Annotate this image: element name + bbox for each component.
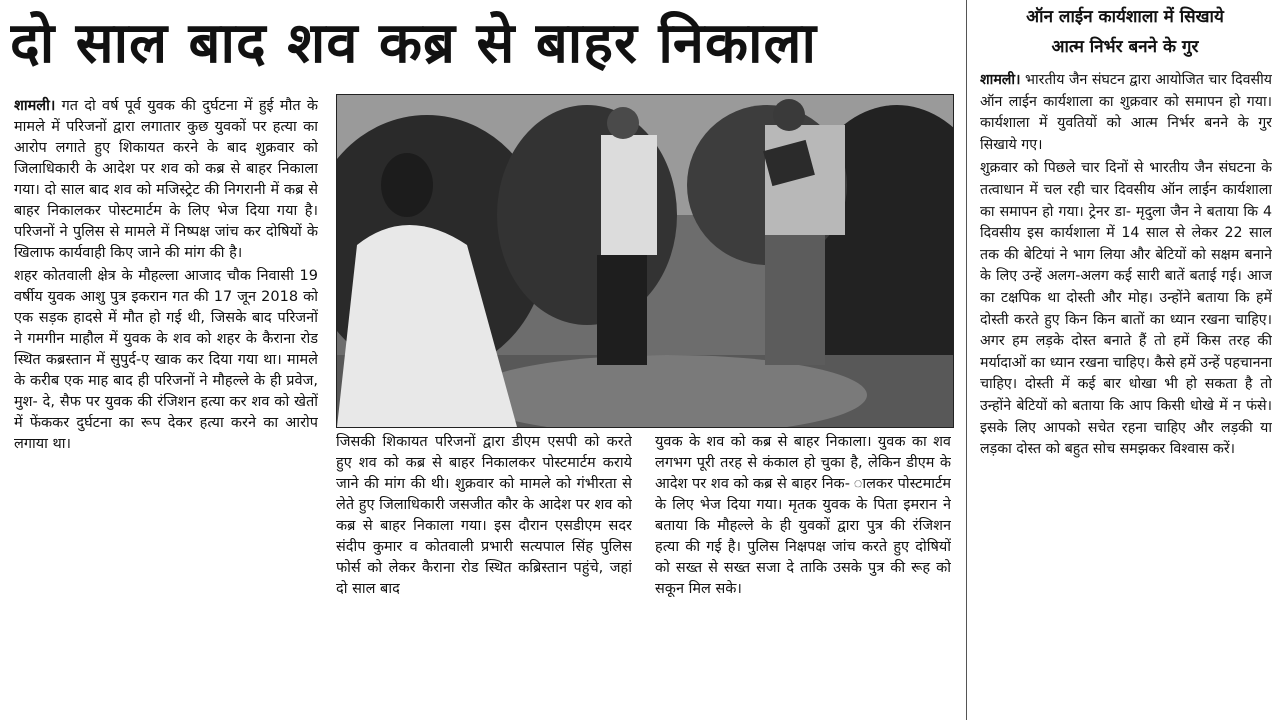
article-paragraph: युवक के शव को कब्र से बाहर निकाला। युवक का शव लगभग पूरी तरह से कंकाल हो चुका है, लेकिन डीएम के आदेश पर शव को कब्र से बाहर निक- ालकर पोस्टमार्टम के लिए भेज दिया गया। मृतक युवक के पिता इमरान ने बताया कि मौहल्ले के ही युवकों द्वारा पुत्र की रंजिशन हत्या की गई है। पुलिस निक्षपक्ष जांच करते हुए दोषियों को सख्त से सख्त सजा दे ताकि उसके पुत्र की रूह को सकून मिल सके। — [655, 434, 951, 597]
news-photo — [336, 94, 954, 428]
article-column-1 — [14, 96, 318, 716]
article-column-3 — [655, 432, 951, 717]
side-article-headline — [975, 2, 1275, 66]
paragraph-text: गत दो वर्ष पूर्व युवक की दुर्घटना में हुई मौत के मामले में परिजनों द्वारा लगातार कुछ युवकों पर हत्या का आरोप लगाते हुए शिकायत करने के बाद शुक्रवार को जिलाधिकारी के आदेश पर शव को कब्र से बाहर निकाला गया। दो साल बाद शव को मजिस्ट्रेट की निगरानी में कब्र से बाहर निकालकर पोस्टमार्टम के लिए भेज दिया गया है। परिजनों ने पुलिस से मामले में निष्पक्ष जांच कर दोषियों के खिलाफ कार्यवाही किए जाने की मांग की है। — [14, 98, 318, 261]
main-headline: दो साल बाद शव कब्र से बाहर निकाला — [10, 11, 818, 76]
article-paragraph: शुक्रवार को पिछले चार दिनों से भारतीय जैन संघटना के तत्वाधान में चल रही चार दिवसीय ऑन लाईन कार्यशाला का समापन हो गया। ट्रेनर डा- मृदुला जैन ने बताया कि 4 दिवसीय इस कार्यशाला में 14 साल से लेकर 22 साल तक की बेटियां ने भाग लिया और बेटियों को सक्षम बनाने के लिए उन्हें अलग-अलग कई सारी बातें बताई गई। आज का टक्षपिक था दोस्ती और मोह। उन्होंने बताया कि हमें दोस्ती करते हुए किन किन बातों का ध्यान रखना चाहिए। अगर हम लड़के दोस्त बनाते हैं तो हमें किस तरह की मर्यादाओं का ध्यान रखना चाहिए। कैसे हमें उन्हें पहचानना चाहिए। दोस्ती में कई बार धोखा भी हो सकता है तो उन्होंने बेटियों को बताया कि आप किसी धोखे में न फंसे। इसके लिए आपको सचेत रहना चाहिए और लड़की या लड़का दोस्त को बहुत सोच समझकर विश्वास करें। — [980, 160, 1272, 458]
dateline: शामली। — [14, 98, 56, 114]
dateline: शामली। — [980, 72, 1021, 88]
paragraph-text: भारतीय जैन संघटन द्वारा आयोजित चार दिवसीय ऑन लाईन कार्यशाला का शुक्रवार को समापन हो गया। कार्यशाला में युवतियों को आत्म निर्भर बनने के गुर सिखाये गए। — [980, 72, 1272, 153]
photo-illustration — [337, 95, 953, 427]
column-divider — [966, 0, 967, 720]
article-paragraph — [14, 96, 318, 264]
article-paragraph: शहर कोतवाली क्षेत्र के मौहल्ला आजाद चौक निवासी 19 वर्षीय युवक आशु पुत्र इकरान गत की 17 जून 2018 को एक सड़क हादसे में मौत हो गई थी, जिसके बाद परिजनों ने गमगीन माहौल में युवक के शव को शहर के कैराना रोड स्थित कब्रस्तान में सुपुर्द-ए खाक कर दिया गया था। मामले के करीब एक माह बाद ही परिजनों ने मौहल्ले के ही प्रवेज, मुश- दे, सैफ पर युवक की रंजिशन हत्या कर शव को खेतों में फेंककर दुर्घटना का रूप देकर हत्या करने का आरोप लगाया था। — [14, 268, 318, 452]
article-paragraph — [980, 70, 1272, 156]
side-headline-line-2: आत्म निर्भर बनने के गुर — [1051, 37, 1199, 57]
article-paragraph: जिसकी शिकायत परिजनों द्वारा डीएम एसपी को करते हुए शव को कब्र से बाहर निकालकर पोस्टमार्टम कराये जाने की मांग की थी। शुक्रवार को मामले को गंभीरता से लेते हुए जिलाधिकारी जसजीत कौर के आदेश पर शव को कब्र से बाहर निकाला गया। इस दौरान एसडीएम सदर संदीप कुमार व कोतवाली प्रभारी सत्यपाल सिंह पुलिस फोर्स को लेकर कैराना रोड स्थित कब्रिस्तान पहुंचे, जहां दो साल बाद — [336, 434, 632, 597]
side-article-column — [980, 70, 1272, 718]
side-headline-line-1: ऑन लाईन कार्यशाला में सिखाये — [1026, 7, 1224, 27]
article-column-2 — [336, 432, 632, 717]
